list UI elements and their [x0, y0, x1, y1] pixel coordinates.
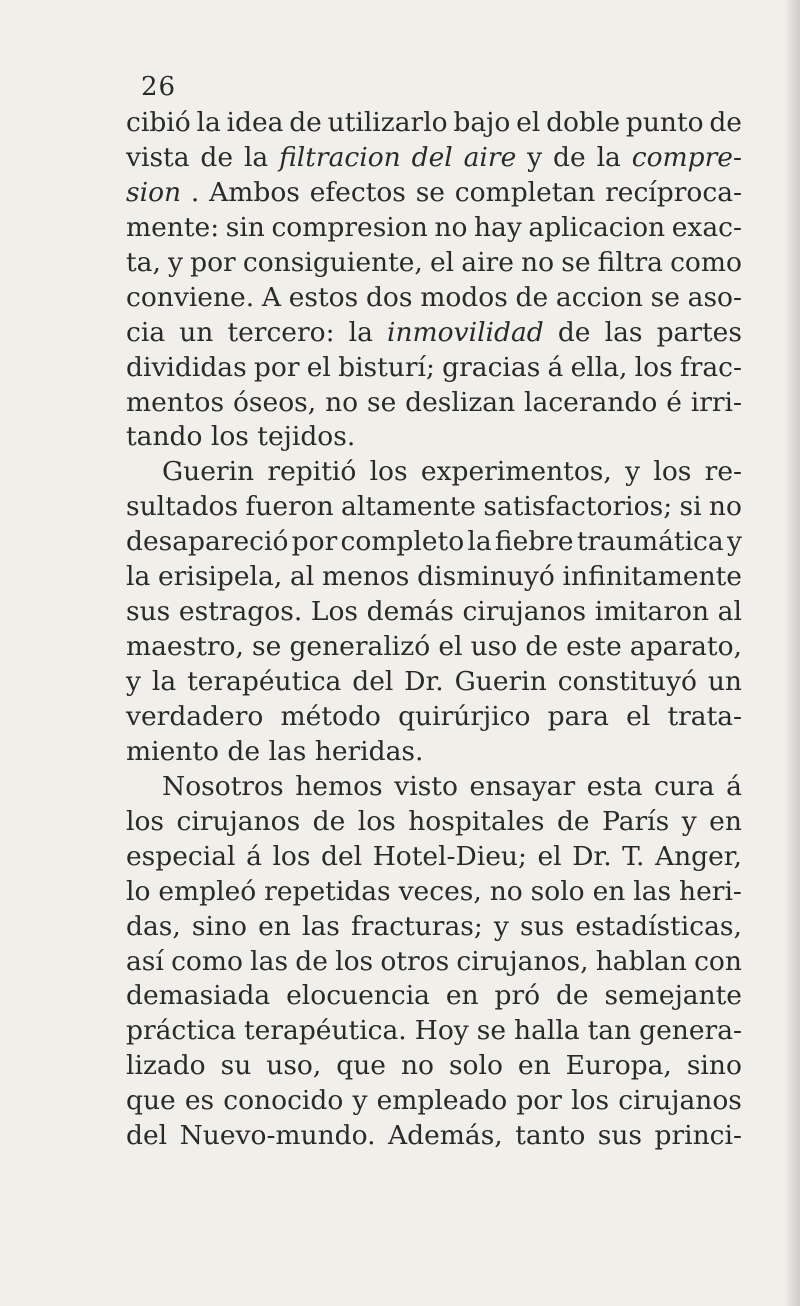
- word: la: [467, 526, 492, 558]
- word: no: [325, 386, 359, 418]
- text-line: [126, 630, 742, 665]
- word: y: [726, 526, 742, 558]
- word: repitió: [267, 456, 357, 488]
- word: de: [557, 316, 591, 348]
- word: de: [555, 980, 589, 1012]
- word: ella,: [570, 351, 628, 383]
- word: en: [517, 1050, 551, 1082]
- word: Guerin: [454, 666, 547, 697]
- word: demasiada: [126, 980, 271, 1012]
- text-line: [126, 979, 742, 1014]
- word: heri-: [679, 875, 742, 907]
- word: óseos,: [232, 386, 317, 418]
- text-line: [126, 525, 742, 560]
- word: altamente: [341, 491, 476, 523]
- word: experimentos,: [420, 456, 612, 488]
- word: tanto: [515, 1120, 586, 1152]
- word: es: [184, 1085, 215, 1117]
- word: sino: [686, 1050, 742, 1082]
- word: visto: [394, 770, 458, 802]
- text-line: [126, 281, 742, 316]
- word: terapéutica.: [244, 1015, 407, 1047]
- word: el: [626, 700, 651, 732]
- italic-word: del: [411, 141, 453, 173]
- word: los: [653, 456, 692, 488]
- page-edge-shadow: [786, 0, 800, 1306]
- word: cibió: [126, 107, 191, 138]
- word: Hoy: [414, 1015, 469, 1047]
- text-line: [126, 141, 742, 176]
- italic-word: inmovilidad: [387, 316, 544, 348]
- word: uso: [470, 631, 518, 663]
- word: traumática: [576, 526, 724, 558]
- word: el: [429, 246, 455, 278]
- word: doble: [546, 107, 621, 138]
- word: hospitales: [408, 805, 545, 837]
- word: .: [190, 176, 200, 208]
- word: cirujanos: [462, 596, 587, 628]
- word: erisipela,: [158, 561, 283, 593]
- word: no: [521, 246, 555, 278]
- word: halla: [514, 1015, 580, 1047]
- word: efectos: [309, 176, 406, 208]
- word: y: [493, 910, 509, 942]
- word: esta: [586, 770, 643, 802]
- word: los: [634, 351, 673, 383]
- word: del: [321, 840, 363, 872]
- word: gracias: [442, 351, 541, 383]
- word: ensayar: [469, 770, 576, 802]
- word: método: [280, 700, 381, 732]
- word: París: [602, 805, 670, 837]
- text-line: [126, 595, 742, 630]
- word: frac-: [679, 351, 742, 383]
- italic-word: sion: [126, 176, 182, 208]
- word: re-: [704, 456, 742, 488]
- word: práctica: [126, 1015, 237, 1047]
- word: de: [515, 281, 549, 313]
- word: la: [596, 141, 621, 173]
- word: sus: [597, 1120, 643, 1152]
- word: consiguiente,: [242, 246, 423, 278]
- word: bajo: [453, 107, 511, 138]
- word: genera-: [639, 1015, 742, 1047]
- word: fiebre: [494, 526, 574, 558]
- text-line: [126, 700, 742, 735]
- word: Dr.: [404, 666, 444, 697]
- word: se: [252, 631, 282, 663]
- word: repetidas: [264, 875, 391, 907]
- word: Ambos: [209, 176, 300, 208]
- word: la: [348, 316, 373, 348]
- word: modos: [420, 281, 508, 313]
- word: de: [295, 945, 328, 977]
- word: é: [666, 386, 682, 418]
- word: la: [126, 561, 151, 593]
- text-line: [126, 665, 742, 700]
- text-line: [126, 316, 742, 351]
- word: lizado: [126, 1050, 206, 1082]
- text-line: [126, 875, 742, 910]
- text-line: [126, 805, 742, 840]
- word: T.: [622, 840, 645, 872]
- word: por: [190, 246, 236, 278]
- word: exac-: [671, 211, 742, 243]
- word: de: [556, 805, 590, 837]
- word: tercero:: [227, 316, 335, 348]
- word: fracturas;: [350, 910, 483, 942]
- word: compresion: [271, 211, 428, 243]
- word: satisfactorios;: [483, 491, 673, 523]
- word: y: [168, 246, 183, 278]
- word: maestro,: [126, 631, 244, 663]
- word: idea: [226, 107, 284, 138]
- word: de: [289, 107, 322, 138]
- word: A: [261, 281, 282, 313]
- word: aparato,: [629, 631, 742, 663]
- text-line: [126, 455, 742, 490]
- text-line: [126, 246, 742, 281]
- word: se: [476, 1015, 507, 1047]
- word: cirujanos,: [456, 945, 589, 977]
- word: conocido: [223, 1085, 344, 1117]
- word: constituyó: [557, 666, 697, 697]
- word: se: [366, 386, 397, 418]
- word: como: [670, 246, 742, 278]
- word: los: [126, 805, 165, 837]
- word: su: [220, 1050, 252, 1082]
- word: Nuevo-mundo.: [179, 1120, 376, 1152]
- word: quirúrjico: [398, 700, 531, 732]
- word: los: [357, 805, 396, 837]
- word: cirujanos: [618, 1085, 742, 1117]
- word: no: [708, 491, 742, 523]
- word: el: [537, 840, 562, 872]
- word: los: [571, 1085, 610, 1117]
- text-line: [126, 211, 742, 246]
- word: Hotel-Dieu;: [372, 840, 527, 872]
- word: y: [625, 456, 641, 488]
- word: sino: [191, 910, 248, 942]
- word: Nosotros: [162, 770, 284, 802]
- word: la: [243, 141, 269, 173]
- word: el: [306, 351, 331, 383]
- word: Los: [310, 596, 359, 628]
- text-line: [126, 770, 742, 805]
- word: recíproca-: [605, 176, 742, 208]
- word: divididas: [126, 351, 247, 383]
- word: terapéutica: [187, 666, 342, 697]
- word: la: [196, 107, 221, 138]
- word: aire: [461, 246, 514, 278]
- word: los: [369, 456, 408, 488]
- word: vista: [126, 141, 190, 173]
- text-line: [126, 351, 742, 386]
- word: solo: [448, 1050, 503, 1082]
- word: demás: [366, 596, 454, 628]
- word: al: [717, 596, 742, 628]
- word: se: [561, 246, 591, 278]
- word: y: [527, 141, 543, 173]
- italic-word: filtracion: [279, 141, 401, 173]
- word: á: [246, 840, 262, 872]
- word: infinitamente: [562, 561, 742, 593]
- word: especial: [126, 840, 236, 872]
- word: que: [126, 1085, 176, 1117]
- word: Además,: [388, 1120, 503, 1152]
- text-line: [126, 1084, 742, 1119]
- word: no: [489, 875, 523, 907]
- word: lacerando: [524, 386, 658, 418]
- word: estragos.: [178, 596, 303, 628]
- word: filtra: [597, 246, 663, 278]
- word: das,: [126, 910, 181, 942]
- word: ta,: [126, 246, 161, 278]
- word: los: [335, 945, 374, 977]
- word: un: [707, 666, 742, 697]
- word: estos: [288, 281, 359, 313]
- word: y: [126, 666, 141, 697]
- word: las: [301, 910, 340, 942]
- word: no: [434, 211, 468, 243]
- word: conviene.: [126, 281, 255, 313]
- word: por: [291, 526, 338, 558]
- word: como: [171, 945, 243, 977]
- word: así: [126, 945, 164, 977]
- word: por: [516, 1085, 562, 1117]
- word: Guerin: [162, 456, 255, 488]
- word: las: [604, 316, 643, 348]
- word: este: [566, 631, 622, 663]
- word: Europa,: [565, 1050, 672, 1082]
- word: de: [553, 141, 586, 173]
- text-line: [126, 176, 742, 211]
- word: por: [253, 351, 300, 383]
- word: solo: [530, 875, 585, 907]
- word: á: [547, 351, 564, 383]
- word: que: [336, 1050, 386, 1082]
- word: menos: [321, 561, 410, 593]
- text-line: [126, 1119, 742, 1154]
- word: la: [151, 666, 177, 697]
- word: al: [289, 561, 315, 593]
- word: el: [516, 107, 541, 138]
- word: en: [258, 910, 291, 942]
- word: elocuencia: [286, 980, 430, 1012]
- word: si: [679, 491, 702, 523]
- word: hay: [473, 211, 522, 243]
- word: las: [633, 875, 672, 907]
- word: tan: [587, 1015, 632, 1047]
- word: hablan: [595, 945, 687, 977]
- word: disminuyó: [417, 561, 555, 593]
- word: del: [126, 1120, 168, 1152]
- body-text: [126, 106, 742, 1154]
- word: aplicacion: [528, 211, 666, 243]
- word: completan: [454, 176, 596, 208]
- text-line: [126, 1014, 742, 1049]
- word: en: [592, 875, 626, 907]
- text-line: [126, 840, 742, 875]
- word: desapareció: [126, 526, 289, 558]
- text-line: [126, 106, 742, 141]
- word: aso-: [687, 281, 742, 313]
- text-line: [126, 910, 742, 945]
- word: mente:: [126, 211, 220, 243]
- word: veces,: [398, 875, 482, 907]
- text-line: [126, 490, 742, 525]
- text-line: [126, 420, 742, 455]
- word: á: [726, 770, 742, 802]
- text-line: [126, 735, 742, 770]
- word: el: [438, 631, 463, 663]
- page-number: 26: [141, 72, 177, 102]
- word: Dr.: [572, 840, 612, 872]
- word: hemos: [295, 770, 383, 802]
- word: lo: [126, 875, 151, 907]
- word: de: [709, 107, 742, 138]
- word: cura: [654, 770, 715, 802]
- word: completo: [340, 526, 465, 558]
- word: semejante: [604, 980, 742, 1012]
- word: deslizan: [405, 386, 516, 418]
- word: princi-: [654, 1120, 742, 1152]
- italic-word: compre-: [631, 141, 742, 173]
- text-line: [126, 386, 742, 421]
- word: uso,: [266, 1050, 322, 1082]
- text-segment: tando los tejidos.: [126, 421, 356, 453]
- word: un: [179, 316, 214, 348]
- word: empleó: [158, 875, 257, 907]
- word: bisturí;: [338, 351, 435, 383]
- word: pró: [494, 980, 541, 1012]
- word: partes: [656, 316, 742, 348]
- word: de: [200, 141, 234, 173]
- word: del: [352, 666, 394, 697]
- word: cirujanos: [176, 805, 301, 837]
- word: imitaron: [594, 596, 710, 628]
- text-line: [126, 560, 742, 595]
- word: punto: [625, 107, 704, 138]
- word: generalizó: [289, 631, 431, 663]
- word: en: [709, 805, 742, 837]
- word: con: [694, 945, 742, 977]
- text-line: [126, 945, 742, 980]
- word: accion: [555, 281, 643, 313]
- word: y: [352, 1085, 368, 1117]
- text-segment: miento de las heridas.: [126, 735, 424, 767]
- word: los: [272, 840, 311, 872]
- word: de: [525, 631, 559, 663]
- word: irri-: [690, 386, 742, 418]
- italic-word: aire: [463, 141, 517, 173]
- word: no: [400, 1050, 434, 1082]
- word: Anger,: [654, 840, 742, 872]
- word: dos: [365, 281, 413, 313]
- word: cia: [126, 316, 166, 348]
- word: fueron: [245, 491, 334, 523]
- word: verdadero: [126, 700, 264, 732]
- word: sus: [520, 910, 565, 942]
- word: sultados: [126, 491, 239, 523]
- word: de: [312, 805, 346, 837]
- word: otros: [380, 945, 450, 977]
- word: para: [547, 700, 609, 732]
- word: trata-: [667, 700, 742, 732]
- word: las: [250, 945, 289, 977]
- word: se: [650, 281, 680, 313]
- word: utilizarlo: [327, 107, 448, 138]
- text-line: [126, 1049, 742, 1084]
- word: sin: [225, 211, 265, 243]
- word: mentos: [126, 386, 225, 418]
- word: empleado: [376, 1085, 508, 1117]
- word: sus: [126, 596, 171, 628]
- word: se: [415, 176, 445, 208]
- word: y: [681, 805, 697, 837]
- word: estadísticas,: [575, 910, 742, 942]
- word: en: [445, 980, 479, 1012]
